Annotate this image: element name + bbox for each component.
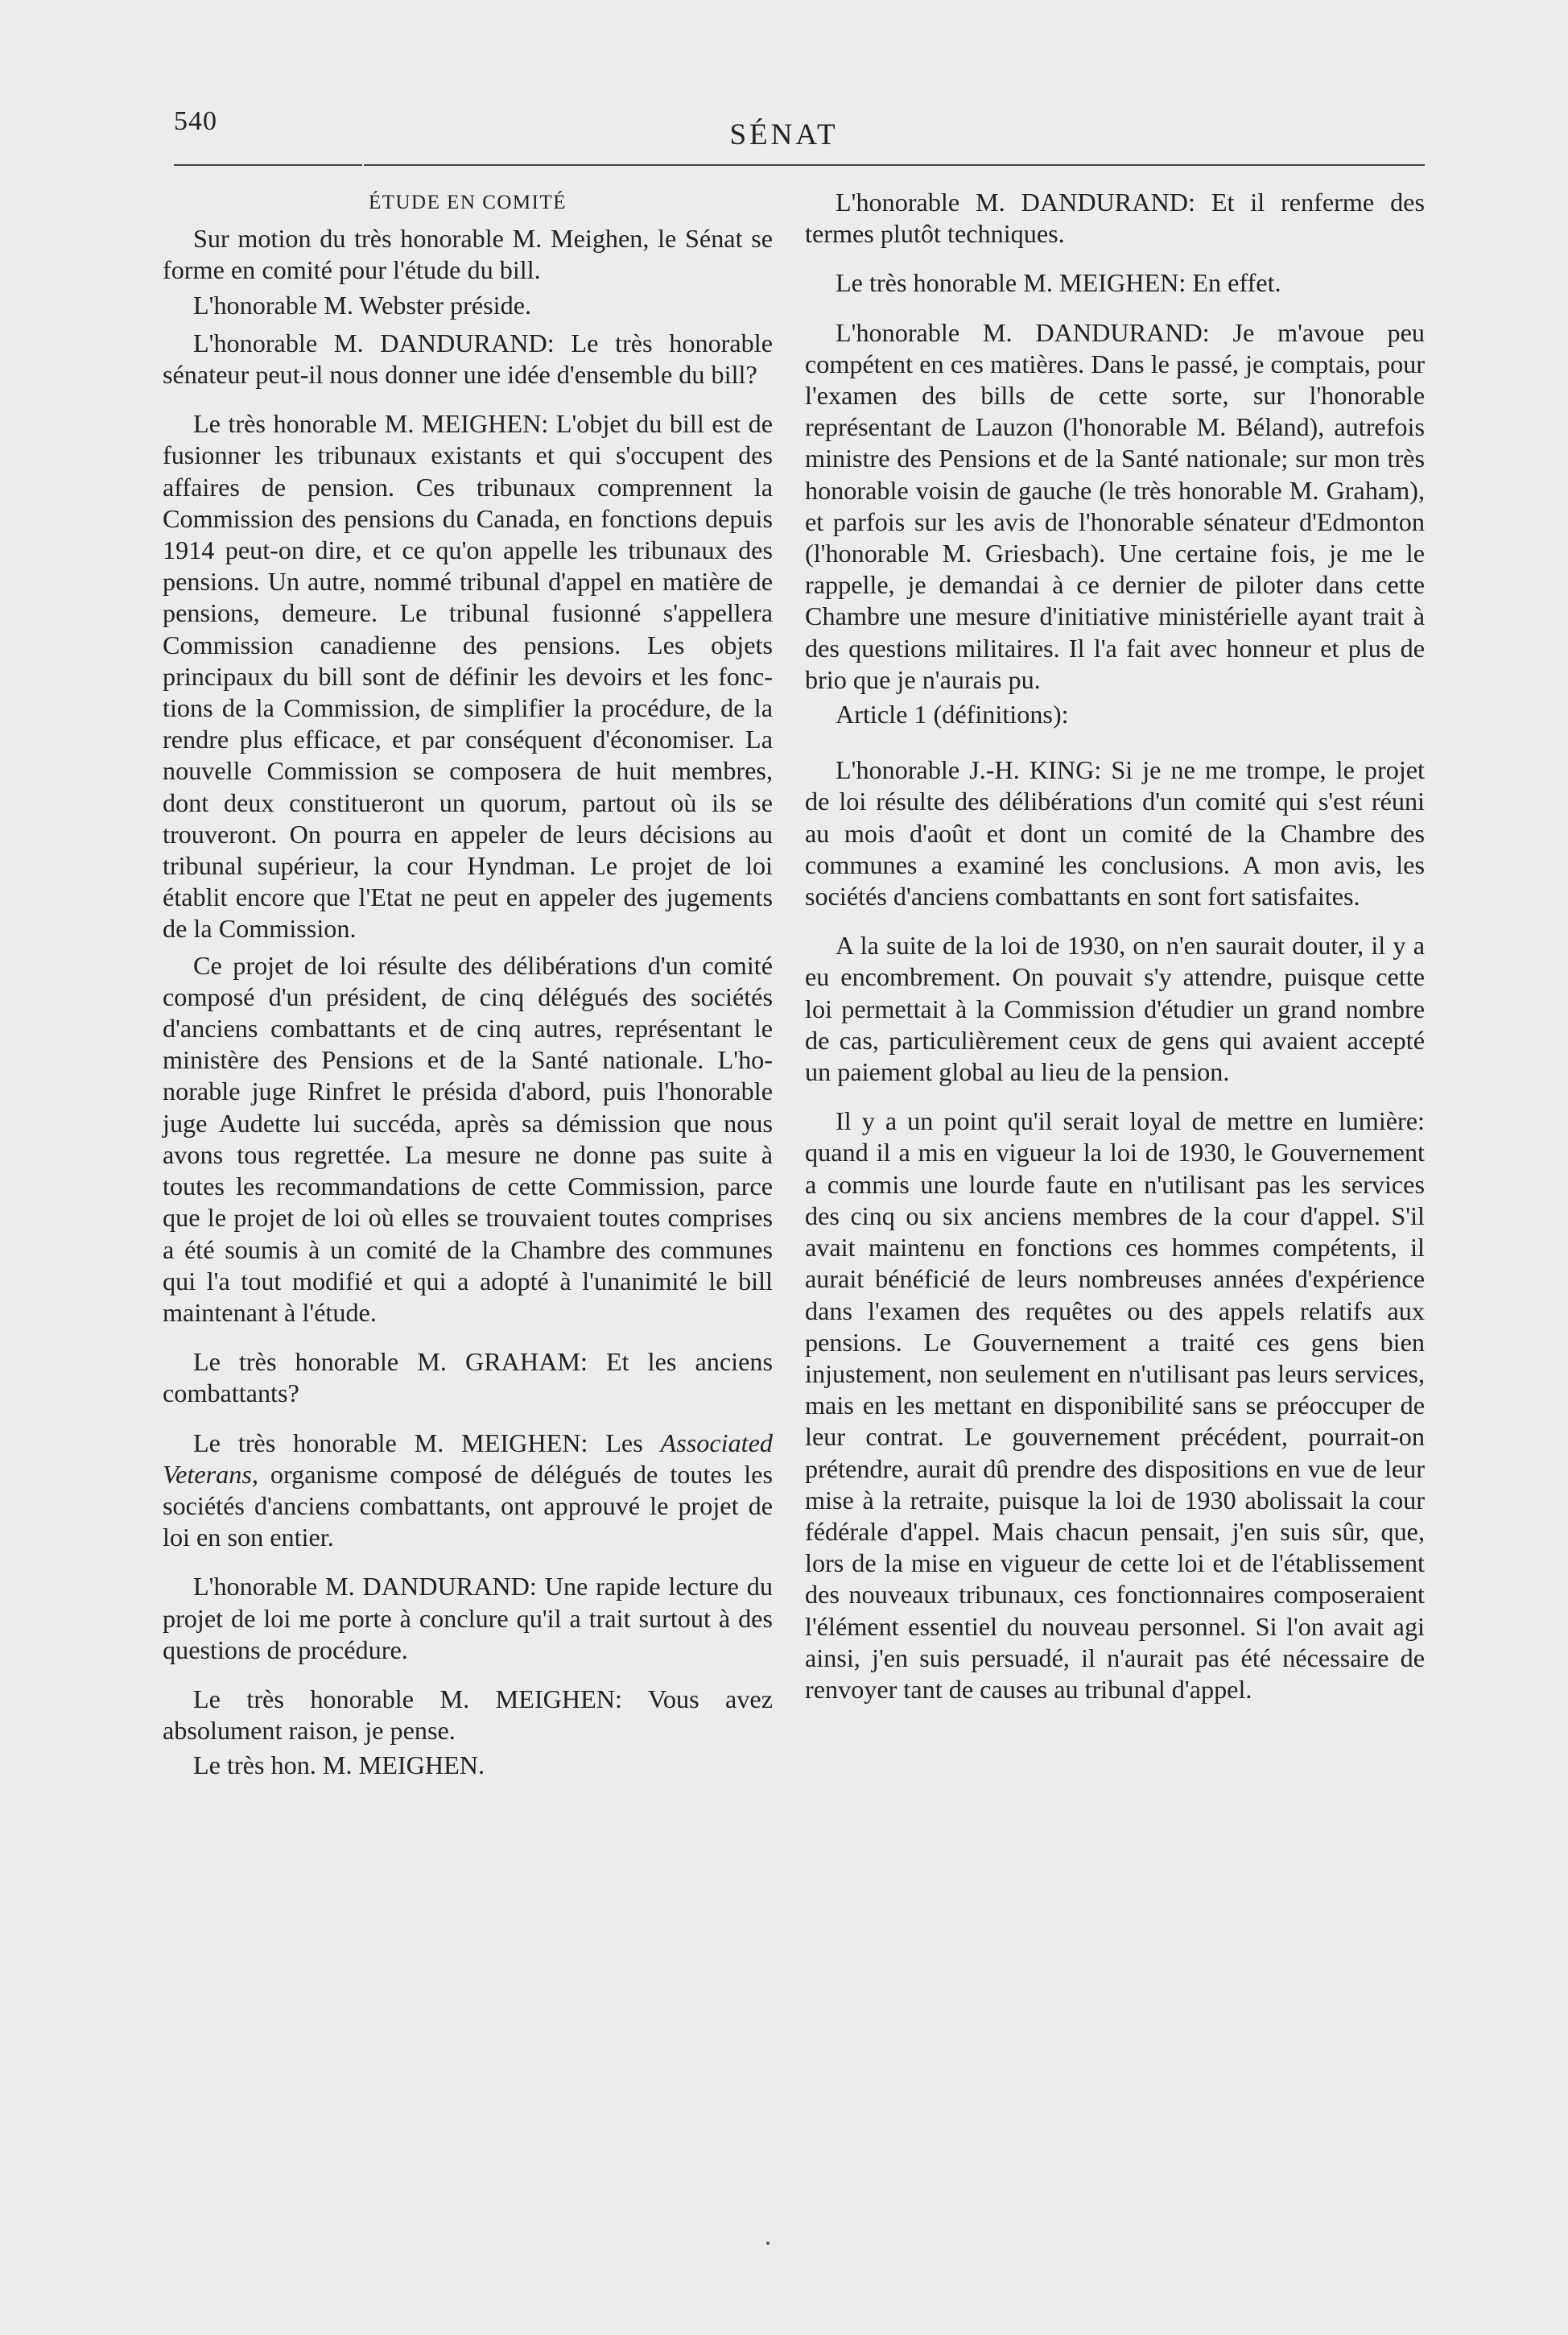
paragraph: Le très honorable M. MEIGHEN: Vous avez absolument raison, je pense. [163,1684,773,1746]
paragraph: L'honorable J.-H. KING: Si je ne me trompe, le projet de loi résulte des délibérations d'un comité qui s'est réuni au mois d'août et dont un comité de la Chambre des communes a examiné les conclusions. A mon avis, les sociétés d'anciens combattants en sont fort satisfaites. [805,755,1425,911]
paragraph: Le très honorable M. MEIGHEN: En effet. [836,268,1281,298]
paragraph: A la suite de la loi de 1930, on n'en saurait douter, il y a eu encombrement. On pouvait s'y attendre, puisque cette loi permettait à la Commission d'étudier un grand nombre de cas, particulièrement ceux de gens qui avaient accepté un paiement global au lieu de la pension. [805,931,1425,1087]
paragraph-italic: Associated Veterans, [163,1428,773,1489]
section-heading: ÉTUDE EN COMITÉ [368,192,567,213]
paragraph: L'honorable M. Webster préside. [193,290,532,320]
paragraph: Ce projet de loi résulte des délibérations d'un comité composé d'un président, de cinq délégués des sociétés d'anciens combattants et de cinq autres, représentant le ministère des Pensions et de la Santé nationale. L'honorable juge Rinfret le présida d'abord, puis l'honorable juge Audette lui succéda, après sa démission que nous avons tous regrettée. La mesure ne donne pas suite à toutes les recommandations de cette Commission, parce que le projet de loi où elles se trouvaient toutes comprises a été soumis à un comité de la Chambre des communes qui l'a tout modifié et qui a adopté à l'unanimité le bill maintenant à l'étude. [163,950,773,1327]
paragraph: Le très honorable M. GRAHAM: Et les anciens combattants? [163,1347,773,1408]
paragraph: L'honorable M. DANDURAND: Le très honorable sénateur peut-il nous donner une idée d'ensemble du bill? [163,328,773,390]
printing-dot [766,2242,770,2245]
running-head: SÉNAT [729,118,839,151]
header-rule-left [174,164,362,166]
paragraph: Le très hon. M. MEIGHEN. [193,1750,485,1780]
paragraph [163,1428,773,1554]
paragraph-text: Le très honorable M. MEIGHEN: Les [193,1428,661,1457]
paragraph: Sur motion du très honorable M. Meighen, le Sénat se forme en comité pour l'étude du bill. [163,224,773,285]
right-column [805,187,1425,1723]
left-column [163,187,773,1800]
paragraph: Article 1 (définitions): [836,700,1069,729]
page-number: 540 [174,106,217,136]
paragraph: L'honorable M. DANDURAND: Je m'avoue peu compétent en ces matières. Dans le passé, je comptais, pour l'examen des bills de cette sorte, sur l'honorable représentant de Lauzon (l'honorable M. Béland), autrefois ministre des Pensions et de la Santé nationale; sur mon très honorable voisin de gauche (le très honorable M. Graham), et parfois sur les avis de l'honorable sénateur d'Edmonton (l'honorable M. Griesbach). Une certaine fois, je me le rappelle, je demandai à ce dernier de piloter dans cette Chambre une mesure d'initiative ministérielle ayant trait à des questions militaires. Il l'a fait avec honneur et plus de brio que je n'aurais pu. [805,317,1425,694]
paragraph: L'honorable M. DANDURAND: Une rapide lecture du projet de loi me porte à conclure qu'il a trait surtout à des questions de procédure. [163,1572,773,1664]
paragraph: Le très honorable M. MEIGHEN: L'objet du bill est de fusionner les tribunaux existants et qui s'occupent des affaires de pension. Ces tribunaux comprennent la Commission des pensions du Canada, en fonctions depuis 1914 peut-on dire, et ce qu'on appelle les tribunaux des pensions. Un autre, nommé tribunal d'appel en matière de pensions, demeure. Le tribunal fusionné s'appellera Commission canadienne des pensions. Les objets principaux du bill sont de définir les devoirs et les fonctions de la Commission, de simplifier la procédure, de la rendre plus efficace, et par conséquent d'économiser. La nouvelle Commission se composera de huit membres, dont deux constitueront un quorum, partout où ils se trouveront. On pourra en appeler de leurs décisions au tribunal supérieur, la cour Hyndman. Le projet de loi établit encore que l'Etat ne peut en appeler des jugements de la Commission. [163,409,773,944]
paragraph-text: organisme composé de délégués de toutes les sociétés d'anciens combattants, ont approuvé le projet de loi en son entier. [163,1459,773,1552]
paragraph: L'honorable M. DANDURAND: Et il renferme des termes plutôt techniques. [805,188,1425,249]
paragraph: Il y a un point qu'il serait loyal de mettre en lumière: quand il a mis en vigueur la loi de 1930, le Gouvernement a commis une lourde faute en n'utilisant pas les services des cinq ou six anciens membres de la cour d'appel. S'il avait maintenu en fonctions ces hommes compétents, il aurait bénéficié de leurs nombreuses années d'expérience dans l'examen des requêtes ou des appels relatifs aux pensions. Le Gouvernement a traité ces gens bien injustement, non seulement en n'utilisant pas leurs services, mais en les mettant en disponibilité sans se préoccuper de leur contrat. Le gouvernement précédent, pourrait-on prétendre, aurait dû prendre des dispositions en vue de leur mise à la retraite, puisque la loi de 1930 abolissait la cour fédérale d'appel. Mais chacun pensait, j'en suis sûr, que, lors de la mise en vigueur de cette loi et de l'établissement des nouveaux tribunaux, ces fonctionnaires composeraient l'élément essentiel du nouveau personnel. Si l'on avait agi ainsi, j'en suis persuadé, il n'aurait pas été nécessaire de renvoyer tant de causes au tribunal d'appel. [805,1106,1425,1704]
header-rule-right [364,164,1425,166]
